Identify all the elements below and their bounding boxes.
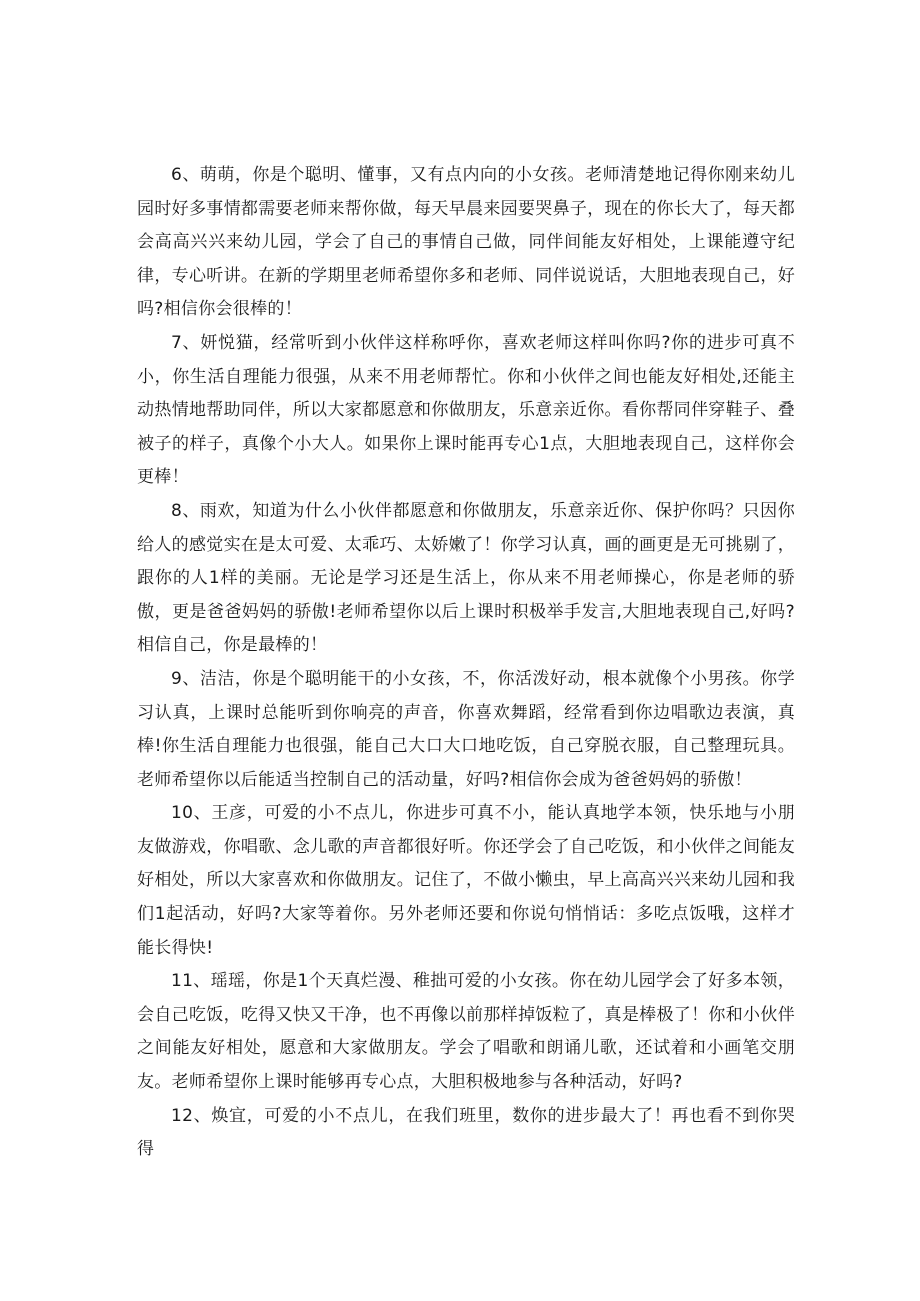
paragraph-11: 11、瑶瑶，你是1个天真烂漫、稚拙可爱的小女孩。你在幼儿园学会了好多本领，会自己吃饭，吃得又快又干净，也不再像以前那样掉饭粒了，真是棒极了！你和小伙伴之间能友好相处，愿意和大家做朋友。学会了唱歌和朗诵儿歌，还试着和小画笔交朋友。老师希望你上课时能够再专心点，大胆积极地参与各种活动，好吗? [137, 971, 795, 1093]
paragraph-12: 12、焕宜，可爱的小不点儿，在我们班里，数你的进步最大了！再也看不到你哭得 [137, 1105, 795, 1160]
paragraph-10: 10、王彦，可爱的小不点儿，你进步可真不小，能认真地学本领，快乐地与小朋友做游戏，你唱歌、念儿歌的声音都很好听。你还学会了自己吃饭，和小伙伴之间能友好相处，所以大家喜欢和你做朋友。记住了，不做小懒虫，早上高高兴兴来幼儿园和我们1起活动，好吗?大家等着你。另外老师还要和你说句悄悄话：多吃点饭哦，这样才能长得快! [137, 803, 795, 958]
paragraph-7: 7、妍悦猫，经常听到小伙伴这样称呼你，喜欢老师这样叫你吗?你的进步可真不小，你生活自理能力很强，从来不用老师帮忙。你和小伙伴之间也能友好相处,还能主动热情地帮助同伴，所以大家都愿意和你做朋友，乐意亲近你。看你帮同伴穿鞋子、叠被子的样子，真像个小大人。如果你上课时能再专心1点，大胆地表现自己，这样你会更棒！ [137, 332, 795, 488]
paragraph-6: 6、萌萌，你是个聪明、懂事，又有点内向的小女孩。老师清楚地记得你刚来幼儿园时好多事情都需要老师来帮你做，每天早晨来园要哭鼻子，现在的你长大了，每天都会高高兴兴来幼儿园，学会了自己的事情自己做，同伴间能友好相处，上课能遵守纪律，专心听讲。在新的学期里老师希望你多和老师、同伴说说话，大胆地表现自己，好吗?相信你会很棒的！ [137, 165, 795, 320]
document-body [137, 159, 795, 1167]
paragraph-8: 8、雨欢，知道为什么小伙伴都愿意和你做朋友，乐意亲近你、保护你吗？只因你给人的感觉实在是太可爱、太乖巧、太娇嫩了！你学习认真，画的画更是无可挑剔了，跟你的人1样的美丽。无论是学习还是生活上，你从来不用老师操心，你是老师的骄傲，更是爸爸妈妈的骄傲!老师希望你以后上课时积极举手发言,大胆地表现自己,好吗?相信自己，你是最棒的！ [137, 500, 795, 656]
paragraph-9: 9、洁洁，你是个聪明能干的小女孩，不，你活泼好动，根本就像个小男孩。你学习认真，上课时总能听到你响亮的声音，你喜欢舞蹈，经常看到你边唱歌边表演，真棒!你生活自理能力也很强，能自己大口大口地吃饭，自己穿脱衣服，自己整理玩具。老师希望你以后能适当控制自己的活动量，好吗?相信你会成为爸爸妈妈的骄傲！ [137, 668, 795, 790]
